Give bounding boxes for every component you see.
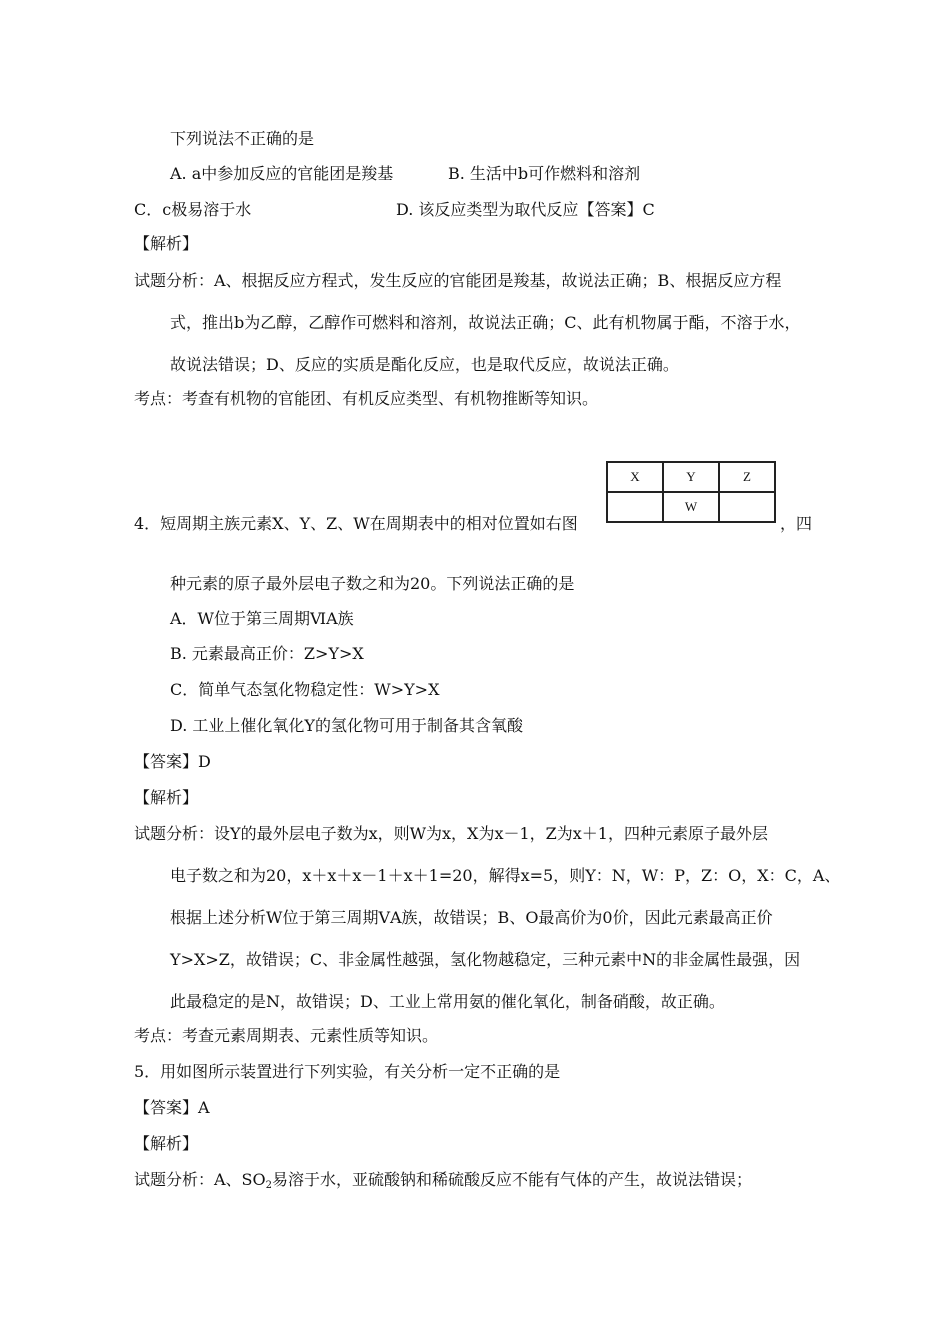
q3-option-b: B. 生活中b可作燃料和溶剂 bbox=[448, 164, 641, 183]
cell-z: Z bbox=[719, 462, 775, 492]
q4-analysis-line-1: 试题分析：设Y的最外层电子数为x，则W为x，X为x－1，Z为x＋1，四种元素原子最外层 bbox=[134, 824, 768, 843]
q4-stem-line-2: 种元素的原子最外层电子数之和为20。下列说法正确的是 bbox=[170, 574, 575, 593]
q5-analysis-pre: 试题分析：A、SO bbox=[134, 1170, 266, 1189]
q4-analysis-line-3: 根据上述分析W位于第三周期ⅤA族，故错误；B、O最高价为0价，因此元素最高正价 bbox=[170, 908, 773, 927]
q3-option-a: A. a中参加反应的官能团是羧基 bbox=[170, 164, 394, 183]
q5-analysis-post: 易溶于水，亚硫酸钠和稀硫酸反应不能有气体的产生，故说法错误； bbox=[272, 1170, 753, 1189]
q4-stem-line-1: 4．短周期主族元素X、Y、Z、W在周期表中的相对位置如右图 bbox=[134, 514, 578, 533]
cell-w: W bbox=[663, 492, 719, 522]
q5-analysis-label: 【解析】 bbox=[134, 1134, 199, 1153]
q3-analysis-label: 【解析】 bbox=[134, 234, 199, 253]
cell-x: X bbox=[607, 462, 663, 492]
cell-y: Y bbox=[663, 462, 719, 492]
q5-stem: 5．用如图所示装置进行下列实验，有关分析一定不正确的是 bbox=[134, 1062, 561, 1081]
q4-option-c: C．简单气态氢化物稳定性：W>Y>X bbox=[170, 680, 440, 699]
q3-option-d: D. 该反应类型为取代反应 bbox=[396, 200, 579, 219]
q4-option-a: A．W位于第三周期ⅥA族 bbox=[170, 609, 354, 628]
q5-analysis-line-1 bbox=[134, 1170, 752, 1190]
q3-kaodian: 考点：考查有机物的官能团、有机反应类型、有机物推断等知识。 bbox=[134, 389, 599, 408]
q4-analysis-label: 【解析】 bbox=[134, 788, 199, 807]
periodic-table-fragment bbox=[606, 461, 776, 523]
q4-stem-line-1-end: ，四 bbox=[780, 514, 813, 533]
q3-option-d-answer bbox=[396, 200, 655, 220]
q5-answer: 【答案】A bbox=[134, 1098, 210, 1117]
q4-answer: 【答案】D bbox=[134, 752, 211, 771]
q5-analysis-subscript: 2 bbox=[265, 1180, 273, 1191]
q4-kaodian: 考点：考查元素周期表、元素性质等知识。 bbox=[134, 1026, 439, 1045]
q4-option-d: D. 工业上催化氧化Y的氢化物可用于制备其含氧酸 bbox=[170, 716, 523, 735]
q4-analysis-line-5: 此最稳定的是N，故错误；D、工业上常用氨的催化氧化，制备硝酸，故正确。 bbox=[170, 992, 725, 1011]
q3-analysis-line-1: 试题分析：A、根据反应方程式，发生反应的官能团是羧基，故说法正确；B、根据反应方程 bbox=[134, 271, 782, 290]
q4-analysis-line-4: Y>X>Z，故错误；C、非金属性越强，氢化物越稳定，三种元素中N的非金属性最强，因 bbox=[170, 950, 801, 969]
q4-option-b: B. 元素最高正价：Z>Y>X bbox=[170, 644, 364, 663]
q3-prompt: 下列说法不正确的是 bbox=[170, 129, 315, 148]
q4-analysis-line-2: 电子数之和为20，x＋x＋x－1＋x＋1=20，解得x=5，则Y：N，W：P，Z：O，X：C，A、 bbox=[170, 866, 841, 885]
q3-analysis-line-3: 故说法错误；D、反应的实质是酯化反应，也是取代反应，故说法正确。 bbox=[170, 355, 679, 374]
q3-analysis-line-2: 式，推出b为乙醇，乙醇作可燃料和溶剂，故说法正确；C、此有机物属于酯，不溶于水， bbox=[170, 313, 801, 332]
cell-empty-right bbox=[719, 492, 775, 522]
q3-answer: 【答案】C bbox=[578, 200, 655, 219]
q3-option-c: C．c极易溶于水 bbox=[134, 200, 252, 219]
cell-empty-left bbox=[607, 492, 663, 522]
